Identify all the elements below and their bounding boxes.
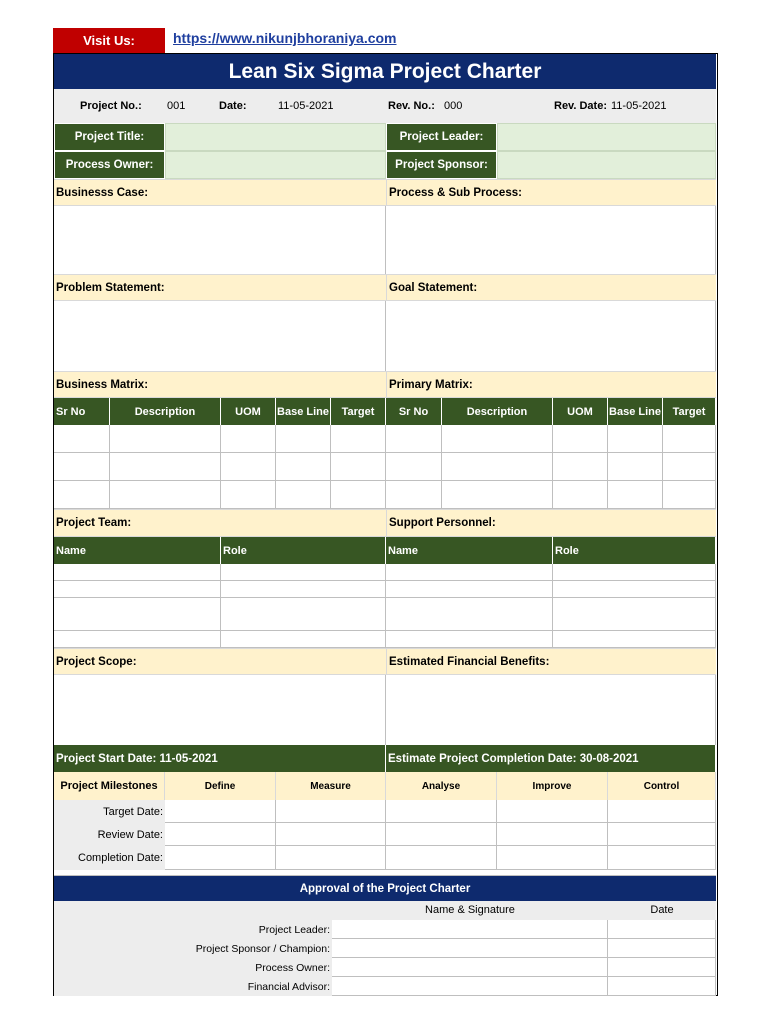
project-team-cell[interactable] [221,614,386,631]
project-team-cell[interactable] [221,598,386,615]
milestone-date-cell[interactable] [165,823,276,846]
financial-benefits-field[interactable] [386,675,716,745]
rev-date-label: Rev. Date: [554,100,607,112]
goal-statement-header: Goal Statement: [386,274,716,301]
project-team-cell[interactable] [54,564,221,581]
page-title: Lean Six Sigma Project Charter [54,54,716,89]
support-personnel-cell[interactable] [553,581,716,598]
website-link[interactable]: https://www.nikunjbhoraniya.com [173,30,397,46]
date-value[interactable]: 11-05-2021 [278,100,334,112]
support-personnel-cell[interactable] [386,564,553,581]
rev-no-value[interactable]: 000 [444,100,463,112]
approval-date-field[interactable] [608,958,716,977]
rev-date-value[interactable]: 11-05-2021 [611,100,667,112]
primary-matrix-cell[interactable] [442,453,553,481]
business-matrix-col-baseline: Base Line [276,398,331,425]
visit-us-label: Visit Us: [53,28,165,53]
milestone-date-cell[interactable] [386,823,497,846]
goal-statement-field[interactable] [386,301,716,371]
primary-matrix-cell[interactable] [663,481,716,509]
approval-date-field[interactable] [608,939,716,958]
project-start-date: Project Start Date: 11-05-2021 [54,745,386,772]
milestone-date-cell[interactable] [165,846,276,870]
business-matrix-header: Business Matrix: [54,371,386,398]
approval-title: Approval of the Project Charter [54,876,716,901]
business-matrix-cell[interactable] [331,453,386,481]
business-matrix-col-description: Description [110,398,221,425]
primary-matrix-cell[interactable] [553,481,608,509]
project-leader-field[interactable] [497,123,716,151]
support-personnel-cell[interactable] [553,614,716,631]
approval-signature-field[interactable] [332,920,608,939]
milestone-date-cell[interactable] [386,846,497,870]
process-sub-process-header: Process & Sub Process: [386,179,716,206]
project-title-field[interactable] [165,123,386,151]
project-no-label: Project No.: [80,100,142,112]
approval-signature-field[interactable] [332,958,608,977]
approval-row-label: Financial Advisor: [247,980,330,993]
project-completion-date: Estimate Project Completion Date: 30-08-2021 [386,745,716,772]
support-personnel-cell[interactable] [386,631,553,648]
support-personnel-cell[interactable] [386,614,553,631]
project-team-cell[interactable] [221,564,386,581]
business-matrix-cell[interactable] [221,425,276,453]
approval-row-label: Project Leader: [258,923,330,936]
process-sub-process-field[interactable] [386,206,716,274]
approval-col-name-signature: Name & Signature [425,904,515,916]
milestone-define: Define [165,772,276,800]
milestones-header: Project Milestones [54,772,165,800]
business-matrix-col-srno: Sr No [54,398,110,425]
approval-row-label: Project Sponsor / Champion: [195,942,330,955]
approval-date-field[interactable] [608,977,716,996]
business-matrix-cell[interactable] [276,425,331,453]
support-personnel-cell[interactable] [386,598,553,615]
business-matrix-cell[interactable] [54,453,110,481]
support-col-name: Name [386,537,553,564]
approval-date-field[interactable] [608,920,716,939]
approval-col-date: Date [650,904,674,916]
business-matrix-cell[interactable] [331,481,386,509]
primary-matrix-cell[interactable] [386,425,442,453]
milestone-analyse: Analyse [386,772,497,800]
project-title-label: Project Title: [54,123,165,151]
business-matrix-cell[interactable] [110,453,221,481]
support-personnel-cell[interactable] [553,564,716,581]
business-case-header: Businesss Case: [54,179,386,206]
date-label: Date: [219,100,247,112]
team-col-role: Role [221,537,386,564]
problem-statement-field[interactable] [54,301,386,371]
completion-date-label: Completion Date: [54,846,165,870]
project-leader-label: Project Leader: [386,123,497,151]
business-matrix-cell[interactable] [54,481,110,509]
milestone-control: Control [608,772,716,800]
milestone-date-cell[interactable] [497,846,608,870]
rev-no-label: Rev. No.: [388,100,435,112]
problem-statement-header: Problem Statement: [54,274,386,301]
primary-matrix-cell[interactable] [553,425,608,453]
project-team-cell[interactable] [54,631,221,648]
support-personnel-header: Support Personnel: [386,509,716,537]
support-personnel-cell[interactable] [553,631,716,648]
project-sponsor-field[interactable] [497,151,716,179]
process-owner-label: Process Owner: [54,151,165,179]
business-matrix-cell[interactable] [110,425,221,453]
project-team-cell[interactable] [54,581,221,598]
review-date-label: Review Date: [54,823,165,846]
primary-matrix-col-srno: Sr No [386,398,442,425]
primary-matrix-cell[interactable] [386,453,442,481]
project-team-cell[interactable] [221,631,386,648]
business-matrix-col-uom: UOM [221,398,276,425]
approval-signature-field[interactable] [332,939,608,958]
project-team-cell[interactable] [54,614,221,631]
business-case-field[interactable] [54,206,386,274]
project-team-header: Project Team: [54,509,386,537]
primary-matrix-cell[interactable] [442,481,553,509]
milestone-date-cell[interactable] [276,846,386,870]
milestone-date-cell[interactable] [276,800,386,823]
business-matrix-cell[interactable] [331,425,386,453]
primary-matrix-cell[interactable] [386,481,442,509]
project-scope-field[interactable] [54,675,386,745]
target-date-label: Target Date: [54,800,165,823]
primary-matrix-cell[interactable] [608,453,663,481]
primary-matrix-cell[interactable] [442,425,553,453]
milestone-date-cell[interactable] [608,846,716,870]
milestone-date-cell[interactable] [165,800,276,823]
primary-matrix-cell[interactable] [663,453,716,481]
primary-matrix-header: Primary Matrix: [386,371,716,398]
project-team-cell[interactable] [54,598,221,615]
project-team-cell[interactable] [221,581,386,598]
project-no-value[interactable]: 001 [167,100,186,112]
milestone-date-cell[interactable] [608,823,716,846]
approval-signature-field[interactable] [332,977,608,996]
milestone-date-cell[interactable] [497,800,608,823]
support-col-role: Role [553,537,716,564]
business-matrix-cell[interactable] [110,481,221,509]
meta-row [54,89,716,123]
milestone-date-cell[interactable] [276,823,386,846]
process-owner-field[interactable] [165,151,386,179]
project-sponsor-label: Project Sponsor: [386,151,497,179]
business-matrix-cell[interactable] [221,481,276,509]
milestone-date-cell[interactable] [386,800,497,823]
support-personnel-cell[interactable] [553,598,716,615]
primary-matrix-cell[interactable] [608,425,663,453]
primary-matrix-col-description: Description [442,398,553,425]
approval-row-label: Process Owner: [255,961,330,974]
primary-matrix-cell[interactable] [608,481,663,509]
milestone-improve: Improve [497,772,608,800]
team-col-name: Name [54,537,221,564]
project-scope-header: Project Scope: [54,648,386,675]
business-matrix-cell[interactable] [276,453,331,481]
business-matrix-cell[interactable] [54,425,110,453]
business-matrix-cell[interactable] [221,453,276,481]
primary-matrix-col-uom: UOM [553,398,608,425]
financial-benefits-header: Estimated Financial Benefits: [386,648,716,675]
milestone-date-cell[interactable] [497,823,608,846]
business-matrix-cell[interactable] [276,481,331,509]
primary-matrix-cell[interactable] [553,453,608,481]
milestone-date-cell[interactable] [608,800,716,823]
primary-matrix-col-baseline: Base Line [608,398,663,425]
primary-matrix-col-target: Target [663,398,716,425]
milestone-measure: Measure [276,772,386,800]
primary-matrix-cell[interactable] [663,425,716,453]
project-charter-sheet [53,53,718,996]
business-matrix-col-target: Target [331,398,386,425]
support-personnel-cell[interactable] [386,581,553,598]
